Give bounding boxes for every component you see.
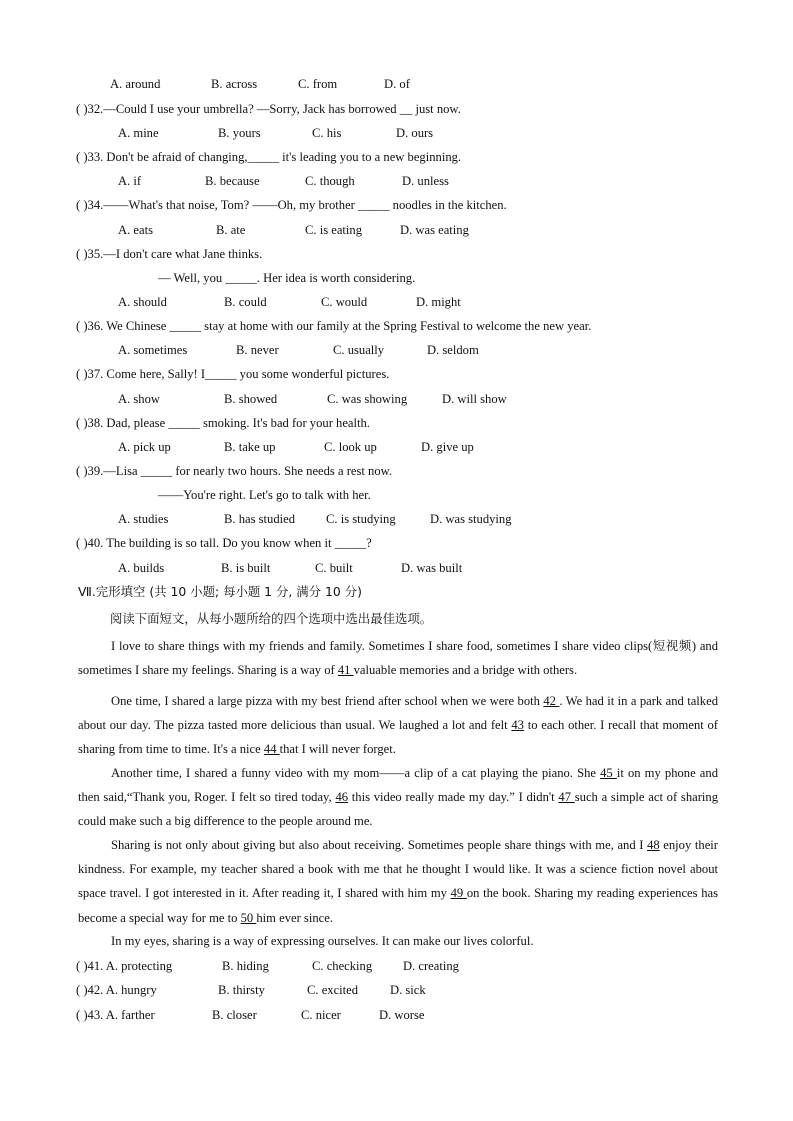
option: C. nicer (301, 1008, 341, 1022)
option: A. show (118, 392, 160, 406)
option: C. is studying (326, 512, 396, 526)
text-run: enjoy their kindness. For example, my teacher shared a book with me that he thought I would like. It was a science fiction novel about space travel. I got interested in it. After reading it, I shared with him my (78, 838, 718, 901)
option: D. creating (403, 959, 459, 973)
option: D. worse (379, 1008, 425, 1022)
option: C. excited (307, 983, 359, 997)
option: C. usually (333, 343, 385, 357)
option: B. because (205, 174, 260, 188)
option: A. around (110, 77, 161, 91)
passage-paragraph-4 (78, 833, 718, 930)
text-run: One time, I shared a large pizza with my best friend after school when we were both (111, 694, 544, 708)
passage-paragraph-2 (78, 689, 718, 762)
text-run: In my eyes, sharing is a way of expressing ourselves. It can make our lives colorful. (111, 934, 534, 948)
question-text: ( )35.—I don't care what Jane thinks. (76, 247, 263, 261)
question-text: ( )40. The building is so tall. Do you know when it _____? (76, 536, 372, 550)
option: A. mine (118, 126, 159, 140)
option: B. take up (224, 440, 276, 454)
blank-47: 47 (558, 790, 575, 805)
question-text: ( )38. Dad, please _____ smoking. It's bad for your health. (76, 416, 370, 430)
option: D. was studying (430, 512, 512, 526)
option: D. seldom (427, 343, 479, 357)
text-run: such a simple act of sharing could make such a big difference to the people around me. (78, 790, 718, 829)
question-number: ( )41. A. protecting (76, 959, 173, 973)
option: A. builds (118, 561, 165, 575)
blank-42: 42 (543, 694, 560, 708)
question-reply: ——You're right. Let's go to talk with her. (158, 488, 371, 502)
text-run: valuable memories and a bridge with others. (353, 663, 578, 678)
blank-43: 43 (511, 718, 524, 733)
blank-45: 45 (600, 766, 617, 780)
question-number: ( )43. A. farther (76, 1008, 155, 1022)
option: C. built (315, 561, 353, 575)
option: D. give up (421, 440, 474, 454)
option: B. yours (218, 126, 261, 140)
text-run: I love to share things with my friends and family. Sometimes I share food, sometimes I share video clips( (111, 639, 653, 653)
question-text: ( )36. We Chinese _____ stay at home with our family at the Spring Festival to welcome the new year. (76, 319, 592, 333)
text-run: Sharing is not only about giving but also about receiving. Sometimes people share things with me, and I (111, 838, 648, 852)
option: D. will show (442, 392, 507, 406)
option: B. never (236, 343, 279, 357)
option: B. closer (212, 1008, 257, 1022)
blank-46: 46 (335, 790, 349, 805)
text-run: on the book. Sharing my reading experiences has become a special way for me to (78, 886, 718, 925)
text-run: him ever since. (256, 910, 333, 925)
text-run: it on my phone and then said,“Thank you, Roger. I felt so tired today, (78, 766, 718, 805)
blank-50: 50 (240, 910, 257, 925)
option: C. was showing (327, 392, 408, 406)
passage-paragraph-5 (78, 929, 718, 953)
section-title: Ⅶ.完形填空 (共 10 小题; 每小题 1 分, 满分 10 分) (78, 584, 362, 599)
option: D. sick (390, 983, 426, 997)
text-run: to each other. I recall that moment of sharing from time to time. It's a nice (78, 718, 718, 757)
option: C. his (312, 126, 342, 140)
question-number: ( )42. A. hungry (76, 983, 157, 997)
option: D. ours (396, 126, 434, 140)
question-text: ( )39.—Lisa _____ for nearly two hours. She needs a rest now. (76, 464, 393, 478)
text-run: . We had it in a park and talked about our day. The pizza tasted more delicious than usual. We laughed a lot and felt (78, 694, 718, 733)
option: C. look up (324, 440, 377, 454)
blank-49: 49 (450, 886, 467, 901)
option: D. was eating (400, 223, 469, 237)
passage-paragraph-1 (78, 634, 718, 682)
text-run: 短视频 (652, 638, 692, 653)
option: A. should (118, 295, 167, 309)
option: D. might (416, 295, 461, 309)
text-run: ) and sometimes I share my feelings. Sharing is a way of (78, 639, 719, 678)
passage-paragraph-3 (78, 761, 718, 834)
question-text: ( )34.——What's that noise, Tom? ——Oh, my brother _____ noodles in the kitchen. (76, 198, 507, 212)
option: A. pick up (118, 440, 171, 454)
blank-41: 41 (337, 663, 354, 678)
blank-48: 48 (647, 838, 660, 852)
text-run: Another time, I shared a funny video with my mom——a clip of a cat playing the piano. She (111, 766, 601, 780)
option: C. though (305, 174, 355, 188)
option: C. would (321, 295, 368, 309)
option: C. is eating (305, 223, 363, 237)
option: A. studies (118, 512, 169, 526)
question-text: ( )37. Come here, Sally! I_____ you some wonderful pictures. (76, 367, 390, 381)
option: B. across (211, 77, 258, 91)
option: A. if (118, 174, 142, 188)
question-text: ( )32.—Could I use your umbrella? —Sorry, Jack has borrowed __ just now. (76, 102, 461, 116)
question-reply: — Well, you _____. Her idea is worth considering. (158, 271, 416, 285)
option: D. of (384, 77, 410, 91)
text-run: this video really made my day.” I didn't (348, 790, 559, 805)
option: C. from (298, 77, 338, 91)
question-text: ( )33. Don't be afraid of changing,_____ it's leading you to a new beginning. (76, 150, 462, 164)
option: B. hiding (222, 959, 269, 973)
option: B. thirsty (218, 983, 265, 997)
option: A. eats (118, 223, 153, 237)
option: D. was built (401, 561, 463, 575)
text-run: that I will never forget. (279, 742, 396, 757)
instruction-text: 阅读下面短文，从每小题所给的四个选项中选出最佳选项。 (110, 611, 433, 626)
option: B. has studied (224, 512, 296, 526)
option: B. ate (216, 223, 246, 237)
blank-44: 44 (263, 742, 280, 757)
option: B. showed (224, 392, 278, 406)
option: B. is built (221, 561, 271, 575)
option: C. checking (312, 959, 373, 973)
option: B. could (224, 295, 267, 309)
option: A. sometimes (118, 343, 188, 357)
option: D. unless (402, 174, 449, 188)
